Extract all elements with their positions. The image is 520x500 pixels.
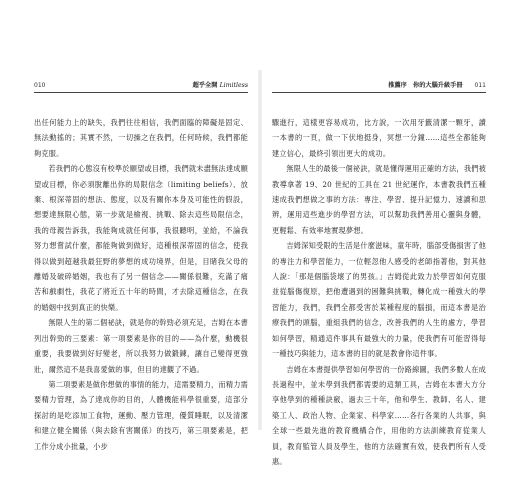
left-page-number: 010 — [34, 82, 46, 89]
left-paragraph: 若我們的心態沒有校準於願望或目標，我們就未盡無法達成願望或目標，你必須脫離出你的局限信念（limiting beliefs）、放棄、根深蒂固的想法、態度，以及有關你本身及可能性的假設，想要達無限心態，第一步就是檢視、挑戰、除去這些局限信念，我的母親告訴我，我能夠成就任何事，我很聽明，並給，不論我努力想嘗試什麼，都能夠做到做好，這種根深蒂固的信念，使我得以做到超越我最狂野的夢想的成功境界，但是，目睹我父母的離婚及破碎婚姻，我也有了另一個信念——關係很難，充滿了痛苦和戲劇性，我花了將近五十年的時間，才去除這種信念，在我的婚姻中找到真正的快樂。 — [34, 164, 248, 312]
book-gutter — [258, 70, 262, 430]
left-paragraph: 出任何能力上的缺失，我們往往相信，我們面臨的障礙是固定、無法動搖的；其實不然，一切操之在我們，任何時候，我們都能夠克服。 — [34, 118, 248, 158]
left-page-header — [34, 80, 248, 93]
right-page-number: 011 — [474, 82, 486, 89]
right-paragraph: 無限人生的最後一個祕訣，就是懂得運用正確的方法，我們被教導拿著 19、20 世紀的工具在 21 世紀運作，本書教我們五種速成我們想做之事的方法：專注、學習、提升記憶力、速讀和思辨，運用這些進步的學習方法，可以幫助我們善用心靈與身體，更輕鬆、有效率地實現夢想。 — [272, 164, 486, 235]
right-page — [272, 80, 486, 469]
left-paragraph: 第二項要素是做你想做的事情的能力，這需要精力，而精力需要精力管理，為了達成你的目的，人體機能科學很重要，這部分探討的是吃添加工食物，運動、壓力管理，優質睡眠，以及清潔和建立健全關係（與去除有害關係）的技巧，第三項要素是，把工作分成小批量，小步 — [34, 379, 248, 451]
left-page — [34, 80, 248, 454]
right-paragraph: 驟進行，這樣更容易成功，比方說，一次用牙籤清潔一顆牙，讀一本書的一頁，做一下伏地挺身，冥想一分鐘……這些全都能夠建立信心，最終引領出更大的成功。 — [272, 118, 486, 158]
right-paragraph: 吉姆在本書提供學習如何學習的一份路線圖，我們多數人在成長過程中，並未學到我們都需要的這類工具，吉姆在本書大方分享他學到的種種訣竅，過去三十年，他和學生、教師、名人、建築工人、政治人物、企業家、科學家……各行各業的人共事，與全球一些最先進的教育機構合作，用他的方法訓練教育從業人員，教育監管人員及學生，他的方法確實有效，使我們所有人受惠。 — [272, 364, 486, 466]
book-title-cn: 超乎全開 — [192, 82, 218, 89]
book-title-en: Limitless — [219, 82, 248, 89]
right-page-header — [272, 80, 486, 93]
right-running-title: 推薦序 你的大腦升級手冊 — [388, 82, 463, 89]
left-body-text — [34, 115, 248, 454]
right-paragraph: 吉姆深知受限的生活是什麼滋味，童年時，腦部受傷損害了他的專注力和學習能力，一位輕忽他人感受的老師指著他，對其他人說：「那是個腦袋壞了的男孩。」吉姆從此致力於學習如何克服並從腦傷復原，把他遭遇到的困難與挑戰，轉化成一種強大的學習能力，我們，我們全都受害於某種程度的腦損，而這本書是治療我們的頭腦，重組我們的信念，改善我們的人生的處方，學習如何學習，精通這件事具有最強大的力量，使我們有可能習得每一種技巧與能力，這本書的目的就是教會你這件事。 — [272, 241, 486, 359]
left-running-title — [193, 80, 248, 89]
left-paragraph: 無限人生的第二個祕訣，就是你的幹勁必須充足，吉姆在本書列出幹勁的三要素：第一項要素是你的目的——為什麼，動機很重要，我要做到好好變老，所以我努力做鍛鍊，讓自己變得更強壯，爾然這不是我喜愛做的事，但目的達觀了不過。 — [34, 318, 248, 374]
right-body-text — [272, 115, 486, 469]
